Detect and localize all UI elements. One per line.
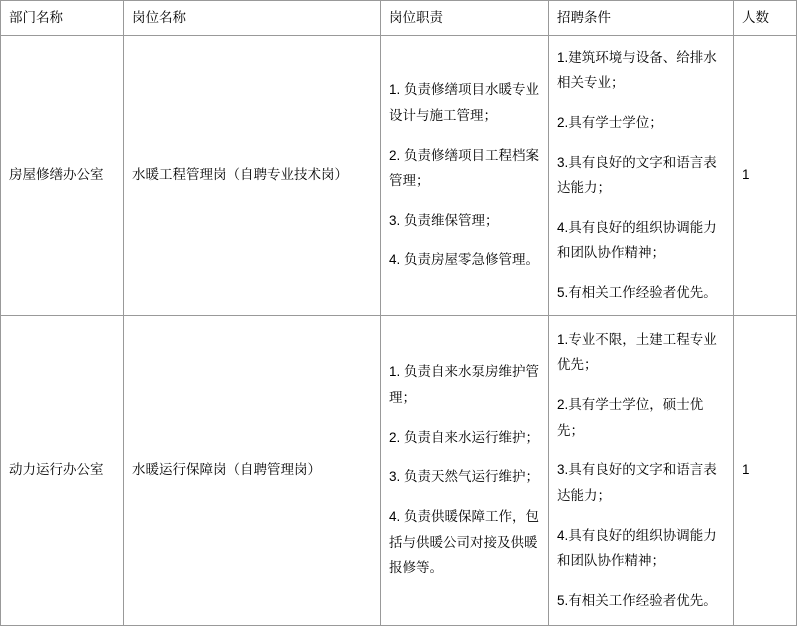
duty-item: 3. 负责天然气运行维护； — [389, 469, 540, 485]
column-header-department: 部门名称 — [1, 1, 124, 36]
cell-duties — [381, 315, 549, 625]
requirement-item: 4.具有良好的组织协调能力和团队协作精神； — [557, 527, 717, 569]
duty-item: 4. 负责供暖保障工作，包括与供暖公司对接及供暖报修等。 — [389, 508, 540, 576]
duty-item: 2. 负责修缮项目工程档案管理； — [389, 147, 540, 189]
cell-requirements — [549, 35, 734, 315]
cell-count: 1 — [734, 315, 797, 625]
cell-department: 动力运行办公室 — [1, 315, 124, 625]
requirement-item: 3.具有良好的文字和语言表达能力； — [557, 154, 717, 196]
requirement-item: 3.具有良好的文字和语言表达能力； — [557, 462, 717, 503]
table-body — [1, 35, 797, 625]
duty-item: 1. 负责修缮项目水暖专业设计与施工管理； — [389, 82, 540, 123]
column-header-requirements: 招聘条件 — [549, 1, 734, 36]
requirement-item: 5.有相关工作经验者优先。 — [557, 285, 717, 301]
requirement-item: 2.具有学士学位； — [557, 114, 663, 130]
duties-list — [389, 77, 540, 273]
requirement-item: 1.专业不限，土建工程专业优先； — [557, 331, 717, 373]
cell-position: 水暖工程管理岗（自聘专业技术岗） — [124, 35, 381, 315]
cell-requirements — [549, 315, 734, 625]
cell-duties — [381, 35, 549, 315]
requirements-list — [557, 45, 725, 306]
duty-item: 3. 负责维保管理； — [389, 212, 499, 228]
requirement-item: 4.具有良好的组织协调能力和团队协作精神； — [557, 219, 717, 261]
column-header-position: 岗位名称 — [124, 1, 381, 36]
table-header-row — [1, 1, 797, 36]
cell-count: 1 — [734, 35, 797, 315]
duty-item: 4. 负责房屋零急修管理。 — [389, 252, 540, 268]
table-row — [1, 315, 797, 625]
table-row — [1, 35, 797, 315]
table-header — [1, 1, 797, 36]
requirement-item: 1.建筑环境与设备、给排水相关专业； — [557, 49, 717, 91]
requirements-list — [557, 327, 725, 614]
cell-position: 水暖运行保障岗（自聘管理岗） — [124, 315, 381, 625]
requirement-item: 5.有相关工作经验者优先。 — [557, 592, 717, 608]
duty-item: 2. 负责自来水运行维护； — [389, 429, 540, 445]
requirement-item: 2.具有学士学位，硕士优先； — [557, 397, 704, 438]
column-header-duties: 岗位职责 — [381, 1, 549, 36]
column-header-count: 人数 — [734, 1, 797, 36]
duties-list — [389, 359, 540, 580]
duty-item: 1. 负责自来水泵房维护管理； — [389, 364, 540, 406]
cell-department: 房屋修缮办公室 — [1, 35, 124, 315]
